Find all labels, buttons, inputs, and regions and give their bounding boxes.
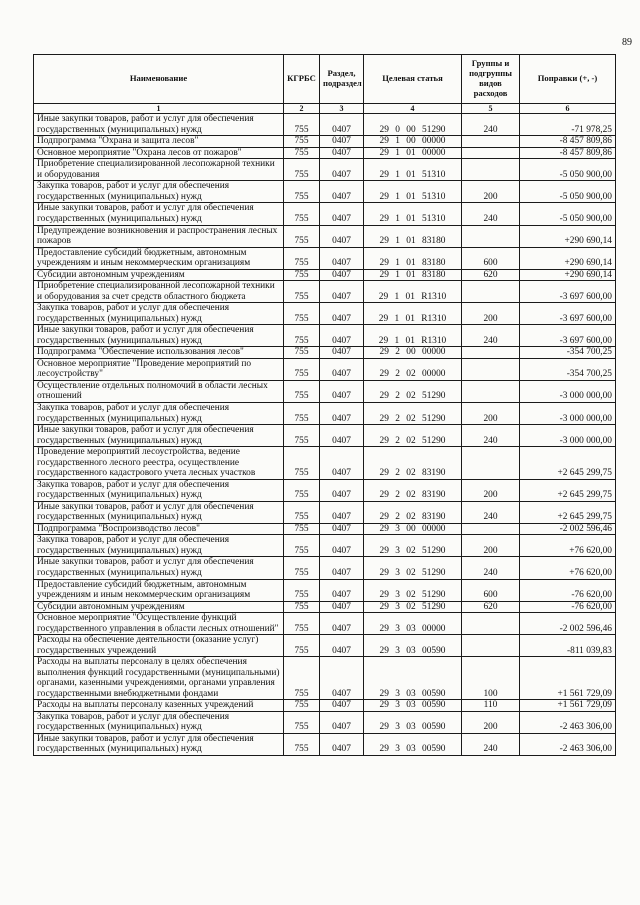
row-target-cell: 29 1 00 00000	[364, 136, 462, 148]
row-group-cell	[462, 225, 520, 247]
table-row	[34, 733, 616, 755]
column-number: 1	[34, 104, 284, 114]
row-target-cell: 29 2 02 00000	[364, 358, 462, 380]
row-name-cell: Предоставление субсидий бюджетным, автономным учреждениям и иным некоммерческим организациям	[34, 579, 284, 601]
row-group-cell: 240	[462, 203, 520, 225]
row-amount-cell: -8 457 809,86	[520, 136, 616, 148]
table-row	[34, 358, 616, 380]
row-kgrbs-cell: 755	[284, 281, 320, 303]
table-body	[34, 114, 616, 756]
row-name-cell: Основное мероприятие "Осуществление функций государственного управления в области лесных отношений"	[34, 613, 284, 635]
table-row	[34, 114, 616, 136]
row-amount-cell: +290 690,14	[520, 225, 616, 247]
column-number-row	[34, 104, 616, 114]
row-kgrbs-cell: 755	[284, 136, 320, 148]
table-row	[34, 225, 616, 247]
row-kgrbs-cell: 755	[284, 657, 320, 700]
row-name-cell: Закупка товаров, работ и услуг для обеспечения государственных (муниципальных) нужд	[34, 479, 284, 501]
table-row	[34, 147, 616, 159]
row-group-cell: 620	[462, 269, 520, 281]
row-target-cell: 29 2 00 00000	[364, 347, 462, 359]
row-name-cell: Приобретение специализированной лесопожарной техники и оборудования за счет средств областного бюджета	[34, 281, 284, 303]
row-amount-cell: +1 561 729,09	[520, 700, 616, 712]
budget-amendments-table	[33, 54, 616, 756]
column-number: 4	[364, 104, 462, 114]
row-name-cell: Основное мероприятие "Охрана лесов от пожаров"	[34, 147, 284, 159]
header-section: Раздел, подраздел	[320, 55, 364, 104]
row-kgrbs-cell: 755	[284, 225, 320, 247]
row-target-cell: 29 0 00 51290	[364, 114, 462, 136]
row-section-cell: 0407	[320, 601, 364, 613]
row-amount-cell: -5 050 900,00	[520, 203, 616, 225]
row-amount-cell: -354 700,25	[520, 358, 616, 380]
row-name-cell: Иные закупки товаров, работ и услуг для обеспечения государственных (муниципальных) нужд	[34, 733, 284, 755]
row-section-cell: 0407	[320, 579, 364, 601]
row-kgrbs-cell: 755	[284, 523, 320, 535]
table-row	[34, 380, 616, 402]
column-number: 2	[284, 104, 320, 114]
table-row	[34, 403, 616, 425]
row-kgrbs-cell: 755	[284, 358, 320, 380]
row-kgrbs-cell: 755	[284, 147, 320, 159]
row-section-cell: 0407	[320, 523, 364, 535]
row-section-cell: 0407	[320, 425, 364, 447]
row-name-cell: Расходы на выплаты персоналу в целях обеспечения выполнения функций государственными (муниципальными) органами, казенными учреждениями, органами управления государственными внебюджетными фондами	[34, 657, 284, 700]
row-amount-cell: +76 620,00	[520, 557, 616, 579]
row-section-cell: 0407	[320, 281, 364, 303]
row-amount-cell: +76 620,00	[520, 535, 616, 557]
row-section-cell: 0407	[320, 303, 364, 325]
row-group-cell: 200	[462, 303, 520, 325]
table-row	[34, 700, 616, 712]
table-row	[34, 425, 616, 447]
header-name: Наименование	[34, 55, 284, 104]
row-kgrbs-cell: 755	[284, 501, 320, 523]
row-name-cell: Закупка товаров, работ и услуг для обеспечения государственных (муниципальных) нужд	[34, 711, 284, 733]
table-row	[34, 479, 616, 501]
row-amount-cell: -3 697 600,00	[520, 325, 616, 347]
row-target-cell: 29 1 01 83180	[364, 225, 462, 247]
row-group-cell: 240	[462, 114, 520, 136]
row-group-cell: 600	[462, 247, 520, 269]
row-section-cell: 0407	[320, 203, 364, 225]
row-name-cell: Расходы на выплаты персоналу казенных учреждений	[34, 700, 284, 712]
row-group-cell	[462, 523, 520, 535]
row-section-cell: 0407	[320, 447, 364, 480]
row-kgrbs-cell: 755	[284, 579, 320, 601]
row-kgrbs-cell: 755	[284, 700, 320, 712]
row-kgrbs-cell: 755	[284, 380, 320, 402]
row-name-cell: Основное мероприятие "Проведение мероприятий по лесоустройству"	[34, 358, 284, 380]
row-section-cell: 0407	[320, 501, 364, 523]
row-name-cell: Иные закупки товаров, работ и услуг для обеспечения государственных (муниципальных) нужд	[34, 425, 284, 447]
row-name-cell: Предупреждение возникновения и распространения лесных пожаров	[34, 225, 284, 247]
row-target-cell: 29 1 01 51310	[364, 181, 462, 203]
row-group-cell: 240	[462, 733, 520, 755]
column-number: 5	[462, 104, 520, 114]
row-amount-cell: -76 620,00	[520, 579, 616, 601]
row-group-cell: 200	[462, 181, 520, 203]
row-kgrbs-cell: 755	[284, 535, 320, 557]
table-row	[34, 635, 616, 657]
row-group-cell	[462, 347, 520, 359]
row-group-cell: 100	[462, 657, 520, 700]
row-kgrbs-cell: 755	[284, 114, 320, 136]
row-amount-cell: -2 463 306,00	[520, 733, 616, 755]
row-name-cell: Подпрограмма "Воспроизводство лесов"	[34, 523, 284, 535]
row-amount-cell: +290 690,14	[520, 247, 616, 269]
row-target-cell: 29 1 01 R1310	[364, 325, 462, 347]
row-name-cell: Подпрограмма "Обеспечение использования лесов"	[34, 347, 284, 359]
row-kgrbs-cell: 755	[284, 269, 320, 281]
row-section-cell: 0407	[320, 657, 364, 700]
row-section-cell: 0407	[320, 136, 364, 148]
row-target-cell: 29 3 03 00590	[364, 711, 462, 733]
table-row	[34, 247, 616, 269]
table-row	[34, 269, 616, 281]
table-row	[34, 535, 616, 557]
row-amount-cell: -3 000 000,00	[520, 425, 616, 447]
row-amount-cell: +2 645 299,75	[520, 501, 616, 523]
row-section-cell: 0407	[320, 159, 364, 181]
row-target-cell: 29 3 03 00590	[364, 733, 462, 755]
table-row	[34, 523, 616, 535]
row-section-cell: 0407	[320, 147, 364, 159]
row-kgrbs-cell: 755	[284, 347, 320, 359]
row-target-cell: 29 3 03 00590	[364, 635, 462, 657]
row-target-cell: 29 1 01 51310	[364, 159, 462, 181]
row-section-cell: 0407	[320, 347, 364, 359]
row-target-cell: 29 2 02 83190	[364, 479, 462, 501]
row-group-cell	[462, 358, 520, 380]
row-name-cell: Проведение мероприятий лесоустройства, ведение государственного лесного реестра, осуществление государственного кадастрового учета лесных участков	[34, 447, 284, 480]
row-name-cell: Осуществление отдельных полномочий в области лесных отношений	[34, 380, 284, 402]
row-group-cell: 200	[462, 535, 520, 557]
row-kgrbs-cell: 755	[284, 601, 320, 613]
row-target-cell: 29 3 02 51290	[364, 557, 462, 579]
row-target-cell: 29 2 02 51290	[364, 425, 462, 447]
row-amount-cell: -2 002 596,46	[520, 613, 616, 635]
row-section-cell: 0407	[320, 403, 364, 425]
row-target-cell: 29 1 01 R1310	[364, 303, 462, 325]
row-target-cell: 29 1 01 51310	[364, 203, 462, 225]
row-target-cell: 29 2 02 83190	[364, 501, 462, 523]
row-section-cell: 0407	[320, 269, 364, 281]
row-group-cell: 600	[462, 579, 520, 601]
row-kgrbs-cell: 755	[284, 303, 320, 325]
row-kgrbs-cell: 755	[284, 425, 320, 447]
row-amount-cell: -3 697 600,00	[520, 303, 616, 325]
row-group-cell	[462, 447, 520, 480]
row-target-cell: 29 1 01 83180	[364, 247, 462, 269]
row-group-cell	[462, 380, 520, 402]
row-target-cell: 29 2 02 51290	[364, 380, 462, 402]
row-target-cell: 29 3 03 00000	[364, 613, 462, 635]
row-amount-cell: -2 002 596,46	[520, 523, 616, 535]
row-amount-cell: -3 000 000,00	[520, 380, 616, 402]
row-amount-cell: -71 978,25	[520, 114, 616, 136]
row-kgrbs-cell: 755	[284, 733, 320, 755]
row-kgrbs-cell: 755	[284, 635, 320, 657]
row-target-cell: 29 2 02 83190	[364, 447, 462, 480]
table-row	[34, 447, 616, 480]
row-amount-cell: -5 050 900,00	[520, 159, 616, 181]
header-row	[34, 55, 616, 104]
row-amount-cell: -3 000 000,00	[520, 403, 616, 425]
row-kgrbs-cell: 755	[284, 403, 320, 425]
row-amount-cell: -354 700,25	[520, 347, 616, 359]
row-group-cell: 200	[462, 711, 520, 733]
row-group-cell: 240	[462, 425, 520, 447]
row-amount-cell: -2 463 306,00	[520, 711, 616, 733]
row-section-cell: 0407	[320, 557, 364, 579]
row-kgrbs-cell: 755	[284, 247, 320, 269]
row-name-cell: Подпрограмма "Охрана и защита лесов"	[34, 136, 284, 148]
page-number: 89	[622, 37, 632, 48]
row-target-cell: 29 3 02 51290	[364, 535, 462, 557]
table-row	[34, 325, 616, 347]
row-section-cell: 0407	[320, 380, 364, 402]
row-section-cell: 0407	[320, 247, 364, 269]
row-target-cell: 29 3 02 51290	[364, 579, 462, 601]
row-kgrbs-cell: 755	[284, 159, 320, 181]
row-target-cell: 29 1 01 83180	[364, 269, 462, 281]
row-section-cell: 0407	[320, 114, 364, 136]
table-row	[34, 613, 616, 635]
table-row	[34, 657, 616, 700]
row-group-cell	[462, 281, 520, 303]
table-row	[34, 557, 616, 579]
row-name-cell: Приобретение специализированной лесопожарной техники и оборудования	[34, 159, 284, 181]
row-name-cell: Закупка товаров, работ и услуг для обеспечения государственных (муниципальных) нужд	[34, 535, 284, 557]
table-row	[34, 579, 616, 601]
table-row	[34, 501, 616, 523]
row-kgrbs-cell: 755	[284, 325, 320, 347]
table-row	[34, 347, 616, 359]
row-name-cell: Субсидии автономным учреждениям	[34, 601, 284, 613]
row-target-cell: 29 3 02 51290	[364, 601, 462, 613]
row-section-cell: 0407	[320, 535, 364, 557]
row-kgrbs-cell: 755	[284, 203, 320, 225]
row-group-cell: 620	[462, 601, 520, 613]
table-row	[34, 159, 616, 181]
row-kgrbs-cell: 755	[284, 613, 320, 635]
row-section-cell: 0407	[320, 225, 364, 247]
row-target-cell: 29 3 03 00590	[364, 657, 462, 700]
row-name-cell: Иные закупки товаров, работ и услуг для обеспечения государственных (муниципальных) нужд	[34, 114, 284, 136]
row-amount-cell: +1 561 729,09	[520, 657, 616, 700]
table-row	[34, 303, 616, 325]
row-kgrbs-cell: 755	[284, 711, 320, 733]
row-group-cell: 240	[462, 557, 520, 579]
row-section-cell: 0407	[320, 700, 364, 712]
row-name-cell: Иные закупки товаров, работ и услуг для обеспечения государственных (муниципальных) нужд	[34, 557, 284, 579]
row-name-cell: Закупка товаров, работ и услуг для обеспечения государственных (муниципальных) нужд	[34, 303, 284, 325]
row-name-cell: Иные закупки товаров, работ и услуг для обеспечения государственных (муниципальных) нужд	[34, 501, 284, 523]
row-section-cell: 0407	[320, 613, 364, 635]
row-group-cell: 110	[462, 700, 520, 712]
row-amount-cell: +2 645 299,75	[520, 447, 616, 480]
column-number: 6	[520, 104, 616, 114]
row-group-cell: 200	[462, 479, 520, 501]
row-name-cell: Иные закупки товаров, работ и услуг для обеспечения государственных (муниципальных) нужд	[34, 203, 284, 225]
row-amount-cell: -811 039,83	[520, 635, 616, 657]
row-target-cell: 29 1 01 R1310	[364, 281, 462, 303]
row-group-cell: 240	[462, 325, 520, 347]
row-target-cell: 29 3 03 00590	[364, 700, 462, 712]
header-kgrbs: КГРБС	[284, 55, 320, 104]
row-section-cell: 0407	[320, 358, 364, 380]
row-name-cell: Субсидии автономным учреждениям	[34, 269, 284, 281]
row-group-cell	[462, 635, 520, 657]
row-group-cell	[462, 159, 520, 181]
row-group-cell	[462, 147, 520, 159]
header-groups: Группы и подгруппы видов расходов	[462, 55, 520, 104]
row-section-cell: 0407	[320, 479, 364, 501]
row-kgrbs-cell: 755	[284, 557, 320, 579]
table-row	[34, 203, 616, 225]
row-kgrbs-cell: 755	[284, 181, 320, 203]
row-section-cell: 0407	[320, 181, 364, 203]
row-section-cell: 0407	[320, 733, 364, 755]
row-group-cell: 240	[462, 501, 520, 523]
row-amount-cell: +2 645 299,75	[520, 479, 616, 501]
row-kgrbs-cell: 755	[284, 479, 320, 501]
row-name-cell: Предоставление субсидий бюджетным, автономным учреждениям и иным некоммерческим организациям	[34, 247, 284, 269]
table-row	[34, 711, 616, 733]
row-name-cell: Иные закупки товаров, работ и услуг для обеспечения государственных (муниципальных) нужд	[34, 325, 284, 347]
row-amount-cell: -3 697 600,00	[520, 281, 616, 303]
table-row	[34, 136, 616, 148]
row-group-cell: 200	[462, 403, 520, 425]
header-amendments: Поправки (+, -)	[520, 55, 616, 104]
row-name-cell: Расходы на обеспечение деятельности (оказание услуг) государственных учреждений	[34, 635, 284, 657]
table-row	[34, 601, 616, 613]
row-group-cell	[462, 136, 520, 148]
row-group-cell	[462, 613, 520, 635]
row-name-cell: Закупка товаров, работ и услуг для обеспечения государственных (муниципальных) нужд	[34, 403, 284, 425]
column-number: 3	[320, 104, 364, 114]
table-row	[34, 181, 616, 203]
row-amount-cell: -76 620,00	[520, 601, 616, 613]
row-target-cell: 29 3 00 00000	[364, 523, 462, 535]
row-amount-cell: +290 690,14	[520, 269, 616, 281]
table-row	[34, 281, 616, 303]
row-amount-cell: -8 457 809,86	[520, 147, 616, 159]
row-section-cell: 0407	[320, 711, 364, 733]
row-amount-cell: -5 050 900,00	[520, 181, 616, 203]
row-target-cell: 29 2 02 51290	[364, 403, 462, 425]
header-target: Целевая статья	[364, 55, 462, 104]
row-name-cell: Закупка товаров, работ и услуг для обеспечения государственных (муниципальных) нужд	[34, 181, 284, 203]
row-target-cell: 29 1 01 00000	[364, 147, 462, 159]
row-section-cell: 0407	[320, 635, 364, 657]
row-section-cell: 0407	[320, 325, 364, 347]
row-kgrbs-cell: 755	[284, 447, 320, 480]
